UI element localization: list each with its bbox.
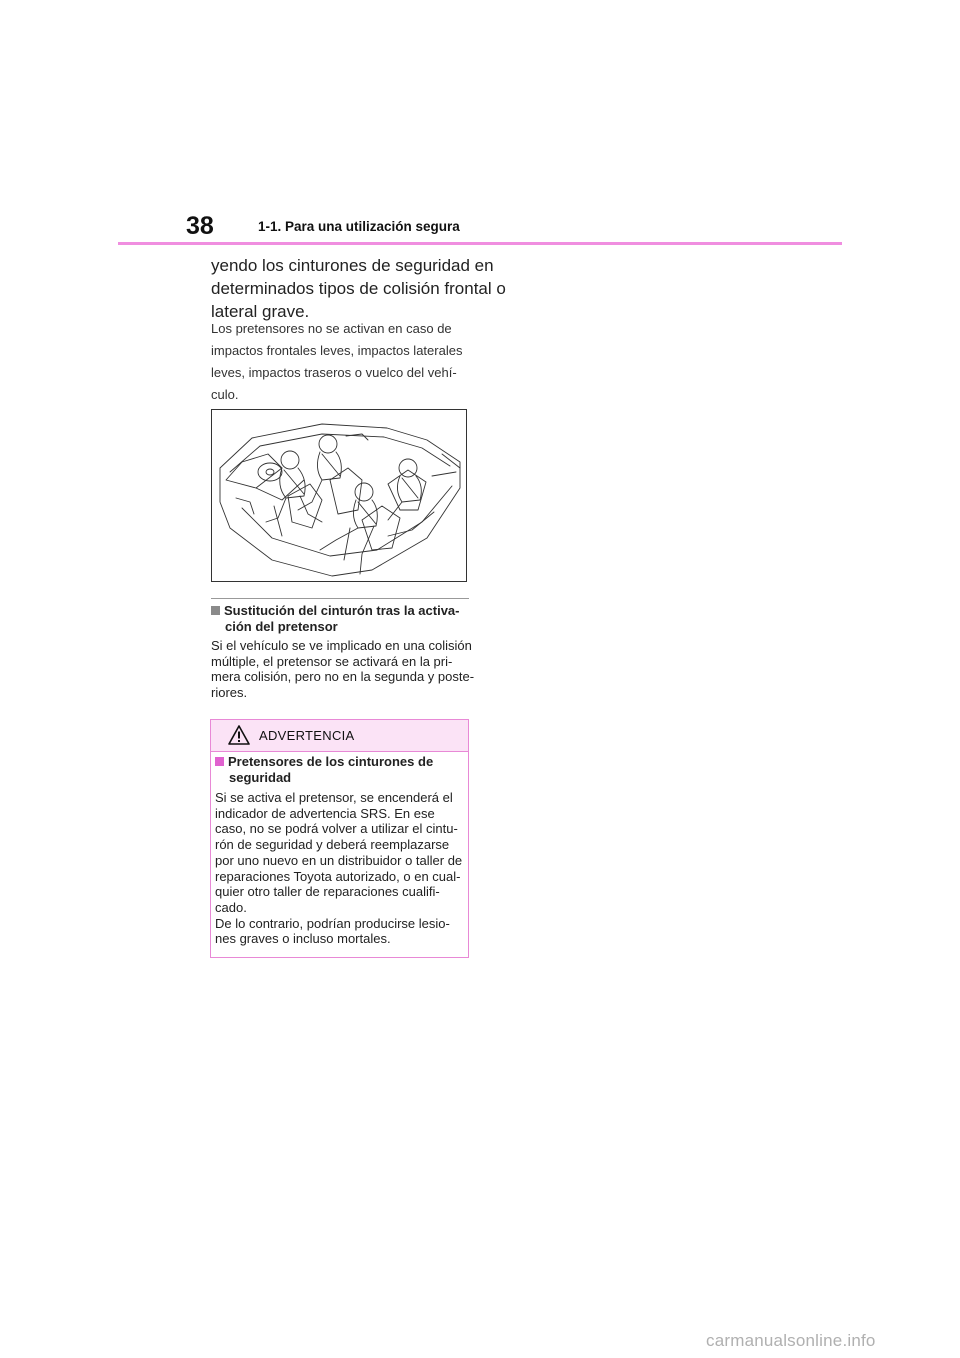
footer-watermark: carmanualsonline.info [706,1331,876,1350]
note-paragraph [211,318,469,406]
note-line: Los pretensores no se activan en caso de [211,321,452,336]
warning-header [211,720,468,752]
header-divider [118,242,842,245]
note-line: leves, impactos traseros o vuelco del vehí- [211,365,457,380]
warning-body-line: indicador de advertencia SRS. En ese [215,805,435,821]
lead-line: lateral grave. [211,302,310,321]
subsection-heading-line: Sustitución del cinturón tras la activa- [224,603,460,618]
subsection-body-line: riores. [211,684,248,700]
subsection-heading-line: ción del pretensor [225,619,338,634]
warning-body-line: nes graves o incluso mortales. [215,931,391,947]
warning-body-line: reparaciones Toyota autorizado, o en cual- [215,868,461,884]
warning-body-line: rón de seguridad y deberá reemplazarse [215,837,450,853]
warning-heading-line: Pretensores de los cinturones de [228,754,434,769]
square-bullet-icon [211,606,220,615]
warning-box [210,719,469,958]
subsection-body [211,638,475,700]
page-number: 38 [186,212,214,240]
vehicle-occupants-illustration [211,409,467,582]
note-line: culo. [211,387,239,402]
warning-heading [215,754,463,786]
warning-title: ADVERTENCIA [259,728,355,743]
warning-body-line: por uno nuevo en un distribuidor o taller de [215,852,463,868]
warning-body-line: De lo contrario, podrían producirse lesio- [215,915,450,931]
subsection-heading [211,603,469,635]
warning-triangle-icon [228,725,250,750]
warning-body-line: quier otro taller de reparaciones cualifi- [215,884,440,900]
section-title: 1-1. Para una utilización segura [258,219,460,234]
lead-paragraph [211,254,506,323]
lead-line: yendo los cinturones de seguridad en [211,256,494,275]
square-bullet-icon [215,757,224,766]
warning-heading-line: seguridad [229,770,292,785]
subsection-body-line: mera colisión, pero no en la segunda y poste- [211,669,475,684]
subsection-body-line: Si el vehículo se ve implicado en una colisión [211,638,472,653]
warning-body [215,790,465,947]
subsection-divider [211,598,469,599]
note-line: impactos frontales leves, impactos laterales [211,343,463,358]
subsection-body-line: múltiple, el pretensor se activará en la pri- [211,653,453,669]
lead-line: determinados tipos de colisión frontal o [211,279,506,298]
warning-body-line: caso, no se podrá volver a utilizar el cintu- [215,821,458,837]
warning-body-line: Si se activa el pretensor, se encenderá el [215,790,453,805]
warning-body-line: cado. [215,899,247,915]
car-interior-drawing [212,410,466,581]
